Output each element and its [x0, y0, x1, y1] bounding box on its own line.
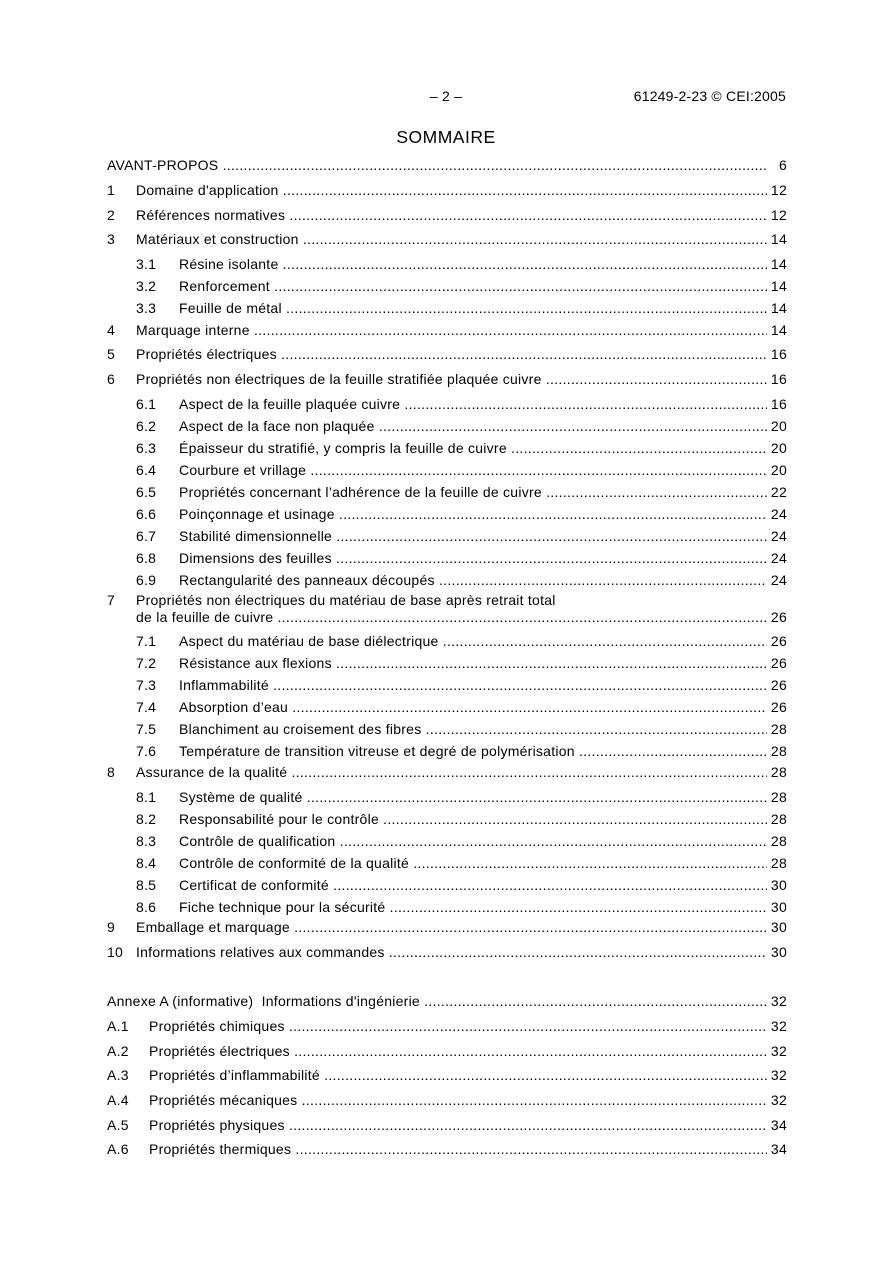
toc-entry-title: Propriétés concernant l’adhérence de la feuille de cuivre .....	[179, 484, 767, 501]
toc-entry-title: Fiche technique pour la sécurité .....	[179, 899, 767, 916]
toc-entry-page: 28	[770, 721, 787, 737]
toc-entry-title: Propriétés non électriques du matériau de base après retrait total	[136, 592, 556, 608]
toc-entry-title: Système de qualité .....	[179, 789, 767, 806]
toc-entry-title: Absorption d’eau .....	[179, 699, 767, 716]
toc-entry-number: 6.7	[136, 528, 157, 544]
toc-entry[interactable]	[107, 721, 787, 738]
toc-entry-page: 28	[770, 789, 787, 805]
toc-entry-page: 16	[770, 396, 787, 412]
toc-entry[interactable]	[107, 256, 787, 273]
toc-entry-number: 6.4	[136, 462, 157, 478]
toc-entry-number: 3.1	[136, 256, 157, 272]
toc-entry[interactable]	[107, 346, 787, 363]
toc-entry-title: Responsabilité pour le contrôle .....	[179, 811, 767, 828]
toc-entry-number: 8.4	[136, 855, 157, 871]
toc-entry[interactable]	[107, 1141, 787, 1158]
toc-entry-number: 7.1	[136, 633, 157, 649]
toc-entry-page: 26	[770, 677, 787, 693]
toc-entry[interactable]	[107, 300, 787, 317]
toc-entry[interactable]	[107, 633, 787, 650]
toc-entry-title: Contrôle de qualification .....	[179, 833, 767, 850]
toc-entry-title: Aspect de la feuille plaquée cuivre .....	[179, 396, 767, 413]
toc-entry-page: 24	[770, 506, 787, 522]
toc-entry-page: 32	[770, 993, 787, 1009]
toc-entry-page: 32	[770, 1043, 787, 1059]
toc-entry[interactable]	[107, 877, 787, 894]
toc-entry-page: 32	[770, 1092, 787, 1108]
toc-entry-number: 8.3	[136, 833, 157, 849]
toc-entry-title: Résine isolante .....	[179, 256, 767, 273]
toc-entry[interactable]	[107, 743, 787, 760]
toc-entry-title: Propriétés électriques .....	[136, 346, 767, 363]
toc-entry[interactable]	[107, 157, 787, 174]
toc-entry[interactable]	[107, 322, 787, 339]
toc-entry[interactable]	[107, 396, 787, 413]
toc-entry-page: 28	[770, 743, 787, 759]
toc-entry-title: Propriétés chimiques .....	[149, 1018, 767, 1035]
toc-entry-page: 14	[770, 231, 787, 247]
toc-entry-number: 6.8	[136, 550, 157, 566]
toc-entry-title: Épaisseur du stratifié, y compris la feuille de cuivre .....	[179, 440, 767, 457]
toc-entry-number: 6.9	[136, 572, 157, 588]
toc-entry-page: 24	[770, 572, 787, 588]
toc-entry-page: 12	[770, 207, 787, 223]
toc-entry-page: 32	[770, 1067, 787, 1083]
toc-entry-title: Aspect de la face non plaquée .....	[179, 418, 767, 435]
toc-entry[interactable]	[107, 484, 787, 501]
toc-entry-title: Assurance de la qualité .....	[136, 764, 767, 781]
toc-entry[interactable]	[107, 811, 787, 828]
toc-entry-number: 8.5	[136, 877, 157, 893]
toc-entry-number: 3.2	[136, 278, 157, 294]
toc-entry-page: 26	[770, 655, 787, 671]
toc-entry-number: A.3	[107, 1067, 129, 1083]
toc-entry[interactable]	[107, 944, 787, 961]
toc-entry[interactable]	[107, 207, 787, 224]
toc-entry-title: Certificat de conformité .....	[179, 877, 767, 894]
toc-entry-page: 26	[770, 609, 787, 625]
toc-entry-page: 30	[770, 919, 787, 935]
toc-entry-continuation[interactable]	[107, 609, 787, 626]
toc-entry[interactable]	[107, 855, 787, 872]
toc-entry-page: 20	[770, 440, 787, 456]
toc-entry-number: 10	[107, 944, 124, 960]
toc-entry-page: 12	[770, 182, 787, 198]
toc-entry-number: A.4	[107, 1092, 129, 1108]
toc-entry-page: 28	[770, 855, 787, 871]
toc-entry[interactable]	[107, 528, 787, 545]
toc-entry[interactable]	[107, 677, 787, 694]
toc-entry-title: Contrôle de conformité de la qualité .....	[179, 855, 767, 872]
toc-entry-title: de la feuille de cuivre .....	[136, 609, 767, 626]
toc-entry[interactable]	[107, 572, 787, 589]
toc-entry-number: 3.3	[136, 300, 157, 316]
toc-entry[interactable]	[107, 764, 787, 781]
toc-entry[interactable]	[107, 1067, 787, 1084]
toc-entry-page: 24	[770, 528, 787, 544]
toc-entry-number: 6.5	[136, 484, 157, 500]
toc-entry-number: 1	[107, 182, 116, 198]
toc-entry[interactable]	[107, 440, 787, 457]
toc-entry-number: 7.5	[136, 721, 157, 737]
toc-entry-number: A.2	[107, 1043, 129, 1059]
toc-entry-annex[interactable]	[107, 993, 787, 1010]
toc-entry-page: 24	[770, 550, 787, 566]
toc-entry-page: 26	[770, 633, 787, 649]
toc-entry-title: Dimensions des feuilles .....	[179, 550, 767, 567]
toc-entry-title: Propriétés électriques .....	[149, 1043, 767, 1060]
toc-entry-page: 28	[770, 811, 787, 827]
toc-entry-number: 2	[107, 207, 116, 223]
toc-entry-number: 6.2	[136, 418, 157, 434]
toc-entry-title: Blanchiment au croisement des fibres .....	[179, 721, 767, 738]
toc-entry-title: Propriétés non électriques de la feuille stratifiée plaquée cuivre .....	[136, 371, 767, 388]
toc-entry-title: Matériaux et construction .....	[136, 231, 767, 248]
toc-entry-page: 14	[770, 322, 787, 338]
toc-entry[interactable]	[107, 592, 787, 609]
toc-entry-number: 8	[107, 764, 116, 780]
toc-entry-page: 14	[770, 256, 787, 272]
toc-entry-number: 6.3	[136, 440, 157, 456]
toc-entry-page: 34	[770, 1117, 787, 1133]
toc-entry-number: 9	[107, 919, 116, 935]
toc-entry-page: 30	[770, 944, 787, 960]
toc-entry-title: Domaine d'application .....	[136, 182, 767, 199]
toc-entry-title: Renforcement .....	[179, 278, 767, 295]
toc-entry-title: Inflammabilité .....	[179, 677, 767, 694]
toc-entry-page: 16	[770, 371, 787, 387]
toc-entry[interactable]	[107, 1018, 787, 1035]
toc-entry-title: Propriétés d’inflammabilité .....	[149, 1067, 767, 1084]
toc-entry-number: A.6	[107, 1141, 129, 1157]
toc-entry-page: 16	[770, 346, 787, 362]
toc-entry[interactable]	[107, 1092, 787, 1109]
toc-entry[interactable]	[107, 371, 787, 388]
toc-entry[interactable]	[107, 278, 787, 295]
toc-entry-title: Courbure et vrillage .....	[179, 462, 767, 479]
page-title: SOMMAIRE	[396, 127, 496, 147]
toc-entry-number: 7.2	[136, 655, 157, 671]
toc-entry[interactable]	[107, 655, 787, 672]
toc-entry-number: 6.6	[136, 506, 157, 522]
toc-entry-number: 4	[107, 322, 116, 338]
toc-entry-number: 8.2	[136, 811, 157, 827]
toc-entry-number: 6	[107, 371, 116, 387]
toc-entry-page: 20	[770, 418, 787, 434]
toc-entry-title: Rectangularité des panneaux découpés .....	[179, 572, 767, 589]
toc-entry-title: Feuille de métal .....	[179, 300, 767, 317]
toc-entry[interactable]	[107, 462, 787, 479]
toc-entry-title: Références normatives .....	[136, 207, 767, 224]
toc-entry-number: 7.6	[136, 743, 157, 759]
toc-entry[interactable]	[107, 899, 787, 916]
page-number: – 2 –	[429, 88, 463, 104]
toc-entry[interactable]	[107, 231, 787, 248]
toc-entry-number: A.5	[107, 1117, 129, 1133]
toc-entry-page: 28	[770, 764, 787, 780]
toc-entry[interactable]	[107, 1117, 787, 1134]
toc-entry-title: Annexe A (informative) Informations d'ingénierie .....	[107, 993, 767, 1010]
toc-entry-title: Poinçonnage et usinage .....	[179, 506, 767, 523]
toc-entry-title: Informations relatives aux commandes .....	[136, 944, 767, 961]
toc-entry-title: Propriétés thermiques .....	[149, 1141, 767, 1158]
toc-entry[interactable]	[107, 1043, 787, 1060]
toc-entry[interactable]	[107, 506, 787, 523]
toc-entry[interactable]	[107, 833, 787, 850]
toc-entry-title: Propriétés physiques .....	[149, 1117, 767, 1134]
toc-entry[interactable]	[107, 182, 787, 199]
toc-entry-title: Aspect du matériau de base diélectrique .....	[179, 633, 767, 650]
toc-entry-number: A.1	[107, 1018, 129, 1034]
toc-entry-page: 20	[770, 462, 787, 478]
toc-entry-page: 14	[770, 300, 787, 316]
toc-entry-title: AVANT-PROPOS .....	[107, 157, 767, 174]
toc-entry-number: 5	[107, 346, 116, 362]
toc-entry-number: 7	[107, 592, 116, 608]
toc-entry-number: 7.3	[136, 677, 157, 693]
toc-entry-title: Emballage et marquage .....	[136, 919, 767, 936]
toc-entry-title: Marquage interne .....	[136, 322, 767, 339]
toc-entry[interactable]	[107, 418, 787, 435]
toc-entry-number: 8.1	[136, 789, 157, 805]
toc-entry-title: Température de transition vitreuse et degré de polymérisation .....	[179, 743, 767, 760]
toc-entry-title: Résistance aux flexions .....	[179, 655, 767, 672]
toc-entry-page: 28	[770, 833, 787, 849]
document-reference: 61249-2-23 © CEI:2005	[633, 88, 786, 104]
toc-entry[interactable]	[107, 699, 787, 716]
toc-entry[interactable]	[107, 789, 787, 806]
toc-entry-page: 26	[770, 699, 787, 715]
toc-entry[interactable]	[107, 550, 787, 567]
toc-entry-page: 6	[778, 157, 787, 173]
toc-entry-page: 30	[770, 899, 787, 915]
toc-entry-page: 22	[770, 484, 787, 500]
toc-entry-page: 14	[770, 278, 787, 294]
toc-entry-title: Propriétés mécaniques .....	[149, 1092, 767, 1109]
toc-entry-page: 34	[770, 1141, 787, 1157]
toc-entry-page: 32	[770, 1018, 787, 1034]
toc-entry-number: 6.1	[136, 396, 157, 412]
toc-entry-page: 30	[770, 877, 787, 893]
toc-entry-number: 8.6	[136, 899, 157, 915]
toc-entry[interactable]	[107, 919, 787, 936]
toc-entry-number: 7.4	[136, 699, 157, 715]
toc-entry-number: 3	[107, 231, 116, 247]
toc-entry-title: Stabilité dimensionnelle .....	[179, 528, 767, 545]
